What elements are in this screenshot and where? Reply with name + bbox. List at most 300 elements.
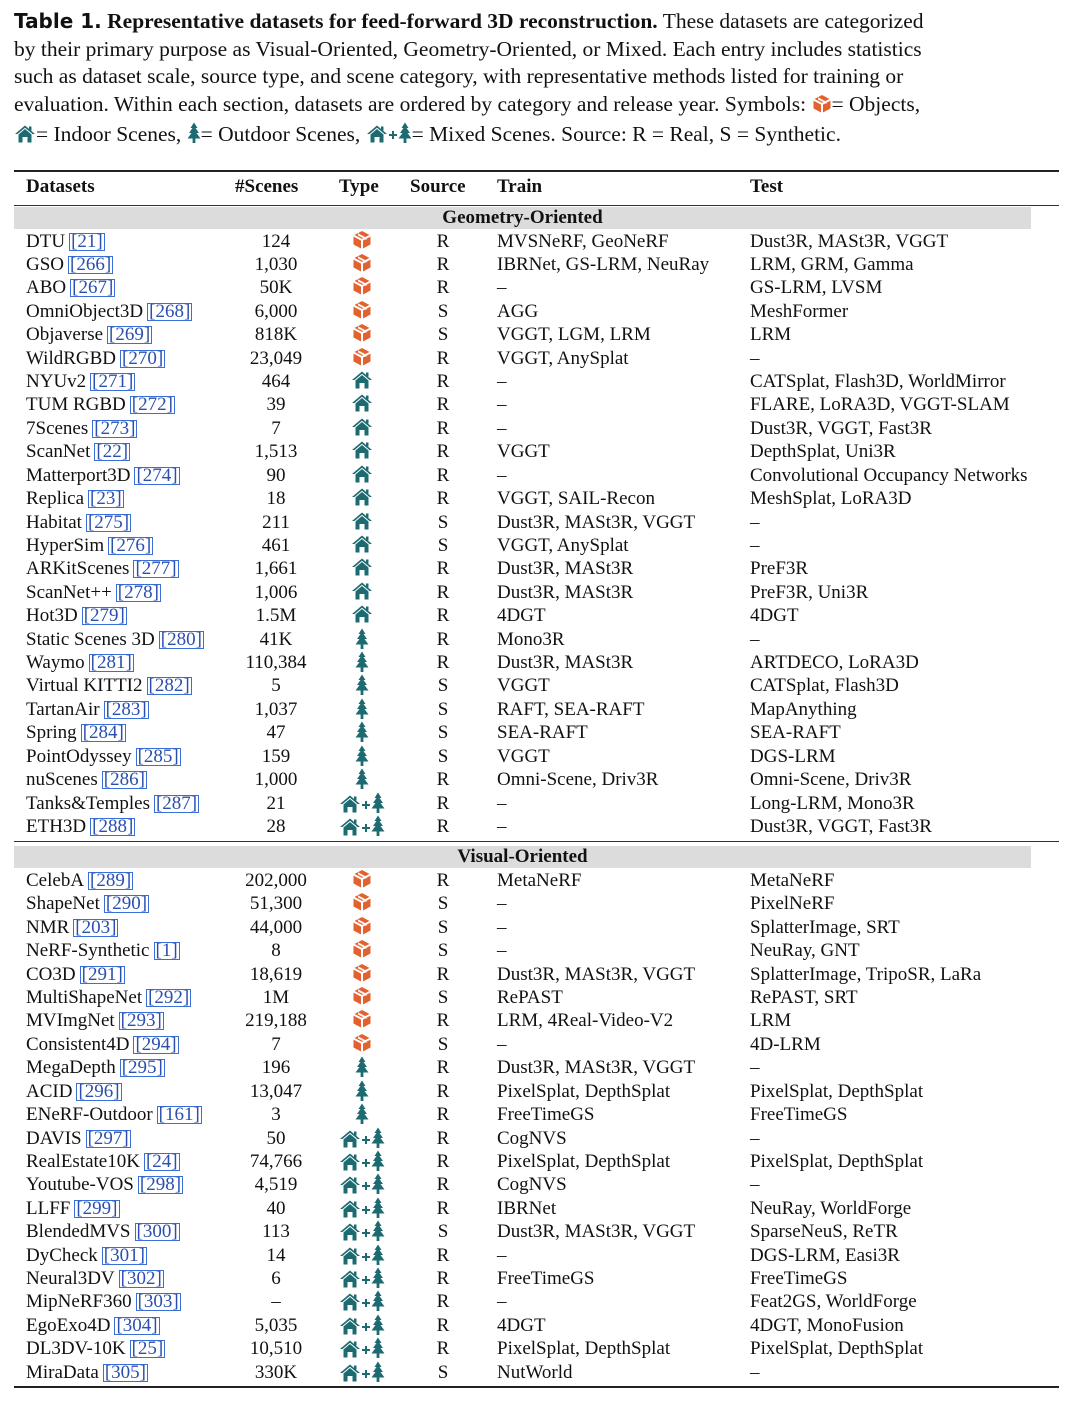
test-methods: –: [750, 1361, 760, 1383]
dataset-name: Matterport3D: [26, 464, 131, 486]
test-methods: PreF3R, Uni3R: [750, 581, 869, 603]
header-datasets: Datasets: [26, 176, 95, 197]
scenes-count: 5,035: [254, 1314, 298, 1336]
header-source: Source: [410, 176, 466, 197]
scenes-count: 202,000: [245, 869, 307, 891]
citation-link[interactable]: [273]: [94, 417, 136, 439]
object-type-icon: [332, 347, 392, 373]
object-type-icon: [332, 892, 392, 918]
citation-link[interactable]: [275]: [87, 511, 130, 533]
citation-link[interactable]: [302]: [120, 1268, 162, 1290]
scenes-count: 1,661: [254, 558, 298, 580]
dataset-name: Neural3DV: [26, 1268, 115, 1290]
citation-link[interactable]: [300]: [136, 1221, 178, 1243]
source-value: R: [436, 230, 450, 252]
table-row: [14, 792, 1059, 815]
citation-link[interactable]: [290]: [105, 893, 148, 915]
source-value: R: [436, 1338, 450, 1360]
indoor-type-icon: [332, 511, 392, 537]
test-methods: NeuRay, WorldForge: [750, 1197, 912, 1219]
dataset-name-cell: [26, 986, 191, 1009]
train-methods: Dust3R, MASt3R, VGGT: [497, 1221, 696, 1243]
citation-link[interactable]: [279]: [83, 605, 125, 627]
dataset-name: Consistent4D: [26, 1033, 130, 1055]
table-row: [14, 1267, 1059, 1290]
table-row: [14, 1056, 1059, 1079]
table-row: [14, 604, 1059, 627]
table-row: [14, 745, 1059, 768]
indoor-type-icon: [332, 534, 392, 560]
train-methods: Mono3R: [497, 628, 565, 650]
dataset-name: Objaverse: [26, 324, 104, 346]
dataset-name: TUM RGBD: [26, 394, 126, 416]
section-rule: [14, 841, 1059, 842]
dataset-name-cell: [26, 1056, 165, 1079]
source-value: S: [437, 893, 449, 915]
scenes-count: 1,000: [254, 769, 298, 791]
table-row: [14, 557, 1059, 580]
dataset-name: Youtube-VOS: [26, 1174, 134, 1196]
train-methods: FreeTimeGS: [497, 1104, 595, 1126]
citation-link[interactable]: [305]: [104, 1361, 146, 1383]
source-value: S: [437, 1221, 449, 1243]
citation-link[interactable]: [268]: [149, 300, 191, 322]
test-methods: 4D-LRM: [750, 1033, 821, 1055]
dataset-name: Spring: [26, 722, 77, 744]
citation-link[interactable]: [287]: [155, 792, 198, 814]
dataset-name-cell: [26, 721, 126, 744]
citation-link[interactable]: [301]: [103, 1244, 145, 1266]
citation-link[interactable]: [297]: [87, 1127, 129, 1149]
scenes-count: 74,766: [249, 1150, 303, 1172]
object-type-icon: [332, 939, 392, 965]
dataset-name-cell: [26, 916, 118, 939]
object-cube-icon: [812, 94, 832, 122]
citation-link[interactable]: [274]: [136, 464, 178, 486]
citation-link[interactable]: [282]: [148, 675, 190, 697]
dataset-name-cell: [26, 1290, 181, 1313]
train-methods: –: [497, 371, 507, 393]
source-value: S: [437, 324, 449, 346]
table-row: [14, 815, 1059, 838]
dataset-name-cell: [26, 1244, 147, 1267]
dataset-name: MVImgNet: [26, 1010, 115, 1032]
test-methods: DepthSplat, Uni3R: [750, 441, 896, 463]
train-methods: MetaNeRF: [497, 869, 582, 891]
test-methods: SplatterImage, SRT: [750, 916, 900, 938]
test-methods: –: [750, 628, 760, 650]
indoor-type-icon: [332, 604, 392, 630]
test-methods: ARTDECO, LoRA3D: [750, 652, 919, 674]
table-row: [14, 939, 1059, 962]
caption-line1-rest: These datasets are categorized: [662, 9, 924, 33]
test-methods: Omni-Scene, Driv3R: [750, 769, 912, 791]
citation-link[interactable]: [283]: [105, 698, 147, 720]
scenes-count: 14: [266, 1244, 286, 1266]
test-methods: MeshFormer: [750, 300, 849, 322]
test-methods: PixelSplat, DepthSplat: [750, 1150, 924, 1172]
scenes-count: 18,619: [249, 963, 303, 985]
object-type-icon: [332, 916, 392, 942]
dataset-name-cell: [26, 698, 149, 721]
dataset-name: EgoExo4D: [26, 1314, 111, 1336]
dataset-name-cell: [26, 253, 113, 276]
dataset-name-cell: [26, 393, 175, 416]
table-row: [14, 721, 1059, 744]
citation-link[interactable]: [21]: [71, 230, 103, 252]
scenes-count: 47: [266, 722, 286, 744]
test-methods: GS-LRM, LVSM: [750, 277, 883, 299]
train-methods: –: [497, 277, 507, 299]
scenes-count: 13,047: [249, 1080, 303, 1102]
dataset-name-cell: [26, 745, 181, 768]
test-methods: –: [750, 534, 760, 556]
table-row: [14, 674, 1059, 697]
test-methods: 4DGT: [750, 605, 799, 627]
citation-link[interactable]: [22]: [96, 441, 129, 463]
source-value: R: [436, 1244, 450, 1266]
test-methods: DGS-LRM: [750, 745, 836, 767]
train-methods: –: [497, 940, 507, 962]
dataset-name: ACID: [26, 1080, 73, 1102]
object-type-icon: [332, 276, 392, 302]
citation-link[interactable]: [295]: [121, 1057, 163, 1079]
citation-link[interactable]: [271]: [92, 371, 134, 393]
train-methods: –: [497, 1291, 507, 1313]
citation-link[interactable]: [296]: [78, 1080, 120, 1102]
source-value: R: [436, 347, 450, 369]
test-methods: FLARE, LoRA3D, VGGT-SLAM: [750, 394, 1010, 416]
test-methods: LRM: [750, 1010, 792, 1032]
source-value: R: [436, 253, 450, 275]
dataset-name-cell: [26, 768, 147, 791]
source-value: R: [436, 1268, 450, 1290]
scenes-count: 41K: [259, 628, 293, 650]
source-value: S: [437, 698, 449, 720]
dataset-name: NMR: [26, 916, 70, 938]
citation-link[interactable]: [304]: [116, 1314, 158, 1336]
citation-link[interactable]: [285]: [137, 745, 179, 767]
dataset-name-cell: [26, 534, 153, 557]
table-row: [14, 1361, 1059, 1384]
source-value: S: [437, 1033, 449, 1055]
test-methods: DGS-LRM, Easi3R: [750, 1244, 900, 1266]
test-methods: 4DGT, MonoFusion: [750, 1314, 904, 1336]
indoor-type-icon: [332, 393, 392, 419]
dataset-name: WildRGBD: [26, 347, 117, 369]
dataset-name: ABO: [26, 277, 67, 299]
scenes-count: 1,513: [254, 441, 298, 463]
source-value: R: [436, 1150, 450, 1172]
table-row: [14, 698, 1059, 721]
dataset-name: BlendedMVS: [26, 1221, 131, 1243]
citation-link[interactable]: [298]: [139, 1174, 182, 1196]
indoor-house-icon: [14, 124, 36, 152]
train-methods: VGGT: [497, 441, 550, 463]
table-row: [14, 1314, 1059, 1337]
source-value: R: [436, 277, 450, 299]
dataset-name-cell: [26, 511, 131, 534]
citation-link[interactable]: [292]: [148, 987, 190, 1009]
source-value: R: [436, 628, 450, 650]
citation-link[interactable]: [281]: [90, 652, 132, 674]
dataset-name: ShapeNet: [26, 893, 100, 915]
test-methods: Long-LRM, Mono3R: [750, 792, 915, 814]
citation-link[interactable]: [1]: [155, 940, 178, 962]
table-row: [14, 1150, 1059, 1173]
source-value: S: [437, 722, 449, 744]
dataset-name-cell: [26, 464, 180, 487]
table-row: [14, 300, 1059, 323]
citation-link[interactable]: [294]: [135, 1033, 177, 1055]
citation-link[interactable]: [269]: [109, 324, 151, 346]
outdoor-tree-icon: [187, 122, 201, 152]
dataset-name-cell: [26, 1150, 180, 1173]
scenes-count: 21: [266, 792, 286, 814]
train-methods: –: [497, 916, 507, 938]
table-row: [14, 651, 1059, 674]
dataset-name-cell: [26, 963, 125, 986]
train-methods: –: [497, 394, 507, 416]
table-row: [14, 464, 1059, 487]
scenes-count: 51,300: [249, 893, 303, 915]
source-value: R: [436, 792, 450, 814]
train-methods: LRM, 4Real-Video-V2: [497, 1010, 674, 1032]
dataset-name-cell: [26, 1220, 180, 1243]
source-value: R: [436, 1057, 450, 1079]
citation-link[interactable]: [291]: [81, 963, 123, 985]
scenes-count: 1.5M: [255, 605, 297, 627]
dataset-name: DAVIS: [26, 1127, 82, 1149]
citation-link[interactable]: [203]: [75, 916, 117, 938]
mixed-scene-icon: [366, 122, 412, 152]
header-rule: [14, 205, 1059, 206]
dataset-name: ScanNet++: [26, 581, 112, 603]
citation-link[interactable]: [23]: [90, 488, 122, 510]
train-methods: IBRNet: [497, 1197, 557, 1219]
dataset-name-cell: [26, 440, 130, 463]
table-row: [14, 892, 1059, 915]
test-methods: LRM: [750, 324, 792, 346]
source-value: R: [436, 816, 450, 837]
table-row: [14, 1103, 1059, 1126]
table-row: [14, 628, 1059, 651]
citation-link[interactable]: [284]: [82, 722, 124, 744]
dataset-name-cell: [26, 370, 135, 393]
test-methods: PixelSplat, DepthSplat: [750, 1080, 924, 1102]
citation-link[interactable]: [286]: [103, 769, 145, 791]
scenes-count: –: [271, 1291, 281, 1313]
object-type-icon: [332, 869, 392, 895]
test-methods: SEA-RAFT: [750, 722, 841, 744]
scenes-count: 461: [261, 534, 291, 556]
scenes-count: 18: [266, 488, 286, 510]
citation-link[interactable]: [266]: [70, 253, 112, 275]
dataset-name: CelebA: [26, 869, 85, 891]
citation-link[interactable]: [24]: [145, 1150, 178, 1172]
scenes-count: 50: [266, 1127, 286, 1149]
caption-line4: evaluation. Within each section, datasets are ordered by category and release year. Symbols:: [14, 91, 807, 116]
source-value: S: [437, 675, 449, 697]
table-row: [14, 276, 1059, 299]
scenes-count: 464: [261, 371, 291, 393]
train-methods: Dust3R, MASt3R, VGGT: [497, 1057, 696, 1079]
table-row: [14, 1009, 1059, 1032]
test-methods: SparseNeuS, ReTR: [750, 1221, 898, 1243]
dataset-name-cell: [26, 417, 137, 440]
train-methods: VGGT, SAIL-Recon: [497, 488, 655, 510]
dataset-name: Virtual KITTI2: [26, 675, 143, 697]
table-row: [14, 963, 1059, 986]
dataset-name-cell: [26, 939, 180, 962]
caption-title: Representative datasets for feed-forward 3D reconstruction.: [107, 9, 658, 33]
scenes-count: 6,000: [254, 300, 298, 322]
scenes-count: 330K: [254, 1361, 298, 1383]
train-methods: –: [497, 1244, 507, 1266]
citation-link[interactable]: [299]: [76, 1197, 118, 1219]
scenes-count: 211: [262, 511, 290, 533]
test-methods: PixelSplat, DepthSplat: [750, 1338, 924, 1360]
citation-link[interactable]: [272]: [131, 394, 173, 416]
scenes-count: 7: [271, 417, 281, 439]
scenes-count: 10,510: [249, 1338, 303, 1360]
table-row: [14, 1220, 1059, 1243]
header-test: Test: [750, 176, 784, 197]
caption-label: Table 1.: [14, 9, 102, 33]
dataset-name-cell: [26, 674, 192, 697]
mixed-type-icon: [332, 815, 392, 843]
train-methods: PixelSplat, DepthSplat: [497, 1080, 671, 1102]
citation-link[interactable]: [278]: [117, 581, 159, 603]
indoor-type-icon: [332, 581, 392, 607]
source-value: R: [436, 1314, 450, 1336]
caption-line3: such as dataset scale, source type, and scene category, with representative methods listed for training or: [14, 64, 904, 88]
scenes-count: 1,030: [254, 253, 298, 275]
dataset-name: Habitat: [26, 511, 82, 533]
table-row: [14, 230, 1059, 253]
train-methods: RePAST: [497, 987, 563, 1009]
source-value: R: [436, 1127, 450, 1149]
dataset-name: 7Scenes: [26, 417, 89, 439]
citation-link[interactable]: [289]: [90, 869, 132, 891]
source-value: R: [436, 963, 450, 985]
train-methods: VGGT, AnySplat: [497, 534, 629, 556]
header-train: Train: [497, 176, 543, 197]
test-methods: Dust3R, VGGT, Fast3R: [750, 816, 932, 837]
source-value: R: [436, 1080, 450, 1102]
citation-link[interactable]: [280]: [160, 628, 202, 650]
train-methods: AGG: [497, 300, 539, 322]
train-methods: –: [497, 417, 507, 439]
object-type-icon: [332, 986, 392, 1012]
test-methods: NeuRay, GNT: [750, 940, 860, 962]
test-methods: –: [750, 1057, 760, 1079]
dataset-name: Static Scenes 3D: [26, 628, 155, 650]
dataset-name: OmniObject3D: [26, 300, 144, 322]
citation-link[interactable]: [277]: [135, 558, 177, 580]
scenes-count: 6: [271, 1268, 281, 1290]
source-value: S: [437, 1361, 449, 1383]
citation-link[interactable]: [267]: [72, 277, 114, 299]
citation-link[interactable]: [288]: [92, 816, 134, 837]
dataset-name-cell: [26, 1033, 179, 1056]
table-row: [14, 417, 1059, 440]
source-value: R: [436, 1104, 450, 1126]
caption-sym-objects: = Objects,: [831, 91, 921, 116]
source-value: S: [437, 511, 449, 533]
test-methods: FreeTimeGS: [750, 1104, 848, 1126]
source-value: R: [436, 769, 450, 791]
table-caption: [14, 8, 1070, 152]
train-methods: FreeTimeGS: [497, 1268, 595, 1290]
caption-sym-outdoor: = Outdoor Scenes,: [200, 122, 361, 146]
source-value: R: [436, 1197, 450, 1219]
dataset-name-cell: [26, 581, 161, 604]
table-row: [14, 1244, 1059, 1267]
test-methods: RePAST, SRT: [750, 987, 858, 1009]
table-row: [14, 1197, 1059, 1220]
test-methods: Convolutional Occupancy Networks: [750, 464, 1028, 486]
train-methods: RAFT, SEA-RAFT: [497, 698, 645, 720]
citation-link[interactable]: [270]: [122, 347, 164, 369]
train-methods: CogNVS: [497, 1174, 567, 1196]
train-methods: –: [497, 816, 507, 837]
source-value: S: [437, 300, 449, 322]
dataset-name: PointOdyssey: [26, 745, 132, 767]
table-row: [14, 1033, 1059, 1056]
test-methods: –: [750, 1127, 760, 1149]
scenes-count: 44,000: [249, 916, 303, 938]
table-row: [14, 1173, 1059, 1196]
test-methods: MapAnything: [750, 698, 857, 720]
citation-link[interactable]: [161]: [158, 1104, 200, 1126]
header-type: Type: [339, 176, 379, 197]
dataset-name-cell: [26, 1314, 160, 1337]
citation-link[interactable]: [25]: [131, 1338, 164, 1360]
table-row: [14, 869, 1059, 892]
dataset-name-cell: [26, 323, 152, 346]
citation-link[interactable]: [293]: [120, 1010, 162, 1032]
scenes-count: 159: [261, 745, 291, 767]
source-value: R: [436, 441, 450, 463]
header-scenes: #Scenes: [235, 176, 299, 197]
dataset-name-cell: [26, 557, 179, 580]
object-type-icon: [332, 963, 392, 989]
citation-link[interactable]: [303]: [137, 1291, 179, 1313]
train-methods: Dust3R, MASt3R, VGGT: [497, 511, 696, 533]
source-value: R: [436, 488, 450, 510]
test-methods: SplatterImage, TripoSR, LaRa: [750, 963, 982, 985]
dataset-name-cell: [26, 1009, 164, 1032]
dataset-name-cell: [26, 1361, 148, 1384]
source-value: R: [436, 417, 450, 439]
table-row: [14, 986, 1059, 1009]
test-methods: –: [750, 1174, 760, 1196]
source-value: R: [436, 464, 450, 486]
citation-link[interactable]: [276]: [110, 534, 152, 556]
dataset-name: Replica: [26, 488, 85, 510]
test-methods: LRM, GRM, Gamma: [750, 253, 914, 275]
train-methods: –: [497, 893, 507, 915]
dataset-name-cell: [26, 815, 135, 838]
dataset-name: GSO: [26, 253, 65, 275]
train-methods: PixelSplat, DepthSplat: [497, 1338, 671, 1360]
scenes-count: 50K: [259, 277, 293, 299]
source-value: R: [436, 1174, 450, 1196]
table-row: [14, 511, 1059, 534]
table-row: [14, 440, 1059, 463]
dataset-name: Waymo: [26, 652, 85, 674]
